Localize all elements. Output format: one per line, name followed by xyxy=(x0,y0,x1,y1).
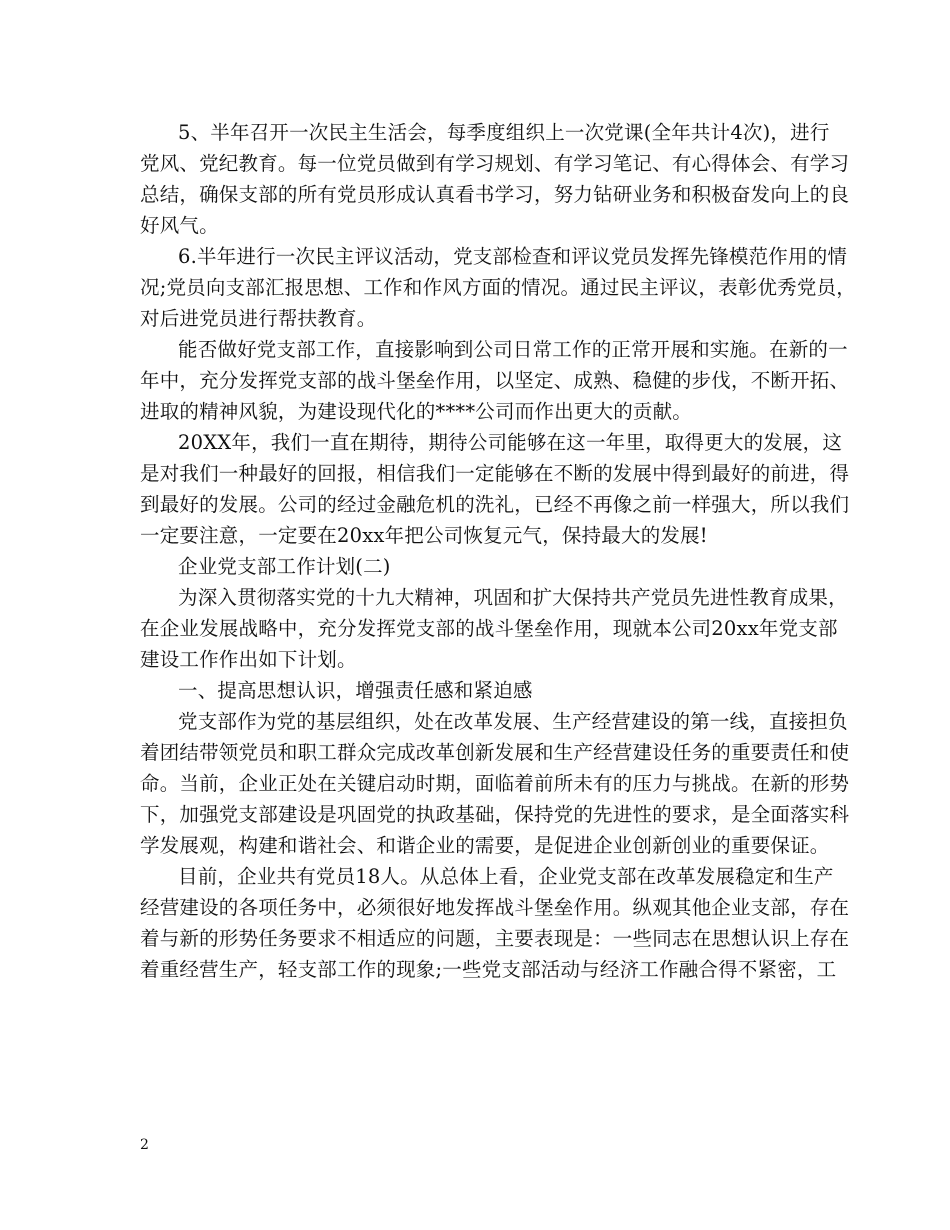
text-line: 能否做好党支部工作，直接影响到公司日常工作的正常开展和实施。在新的一 xyxy=(178,338,848,361)
text-line: 总结，确保支部的所有党员形成认真看书学习，努力钻研业务和积极奋发向上的良 xyxy=(140,183,850,206)
text-line: 是对我们一种最好的回报，相信我们一定能够在不断的发展中得到最好的前进，得 xyxy=(140,462,850,485)
paragraph-summary xyxy=(140,334,850,427)
text-line: 5、半年召开一次民主生活会，每季度组织上一次党课(全年共计4次)，进行 xyxy=(178,121,830,144)
paragraph-item-6 xyxy=(140,241,856,334)
paragraph-intro xyxy=(140,582,848,675)
text-line: 年中，充分发挥党支部的战斗堡垒作用，以坚定、成熟、稳健的步伐，不断开拓、 xyxy=(140,369,850,392)
text-line: 命。当前，企业正处在关键启动时期，面临着前所未有的压力与挑战。在新的形势 xyxy=(140,772,850,795)
text-line: 目前，企业共有党员18人。从总体上看，企业党支部在改革发展稳定和生产 xyxy=(178,865,834,888)
text-line: 党风、党纪教育。每一位党员做到有学习规划、有学习笔记、有心得体会、有学习 xyxy=(140,152,850,175)
page-number: 2 xyxy=(140,1137,149,1153)
text-line: 到最好的发展。公司的经过金融危机的洗礼，已经不再像之前一样强大，所以我们 xyxy=(140,493,850,516)
text-line: 着与新的形势任务要求不相适应的问题，主要表现是：一些同志在思想认识上存在 xyxy=(140,927,850,950)
section-heading-1 xyxy=(140,675,812,706)
text-line: 对后进党员进行帮扶教育。 xyxy=(140,307,377,330)
section-title xyxy=(140,551,812,582)
text-line: 着团结带领党员和职工群众完成改革创新发展和生产经营建设任务的重要责任和使 xyxy=(140,741,850,764)
text-line: 20XX年，我们一直在期待，期待公司能够在这一年里，取得更大的发展，这 xyxy=(178,431,843,454)
text-line: 经营建设的各项任务中，必须很好地发挥战斗堡垒作用。纵观其他企业支部，存在 xyxy=(140,896,850,919)
text-line: 建设工作作出如下计划。 xyxy=(140,648,357,671)
text-line: 况;党员向支部汇报思想、工作和作风方面的情况。通过民主评议，表彰优秀党员， xyxy=(140,276,856,299)
text-line: 学发展观，构建和谐社会、和谐企业的需要，是促进企业创新创业的重要保证。 xyxy=(140,834,830,857)
text-line: 为深入贯彻落实党的十九大精神，巩固和扩大保持共产党员先进性教育成果， xyxy=(178,586,848,609)
paragraph-outlook xyxy=(140,427,850,551)
paragraph-role xyxy=(140,706,850,861)
text-line: 一定要注意，一定要在20xx年把公司恢复元气，保持最大的发展! xyxy=(140,524,708,547)
document-body xyxy=(140,117,856,985)
text-line: 着重经营生产，轻支部工作的现象;一些党支部活动与经济工作融合得不紧密，工 xyxy=(140,958,837,981)
paragraph-status xyxy=(140,861,850,985)
text-line: 进取的精神风貌，为建设现代化的****公司而作出更大的贡献。 xyxy=(140,400,693,423)
text-line: 6.半年进行一次民主评议活动，党支部检查和评议党员发挥先锋模范作用的情 xyxy=(178,245,848,268)
text-line: 在企业发展战略中，充分发挥党支部的战斗堡垒作用，现就本公司20xx年党支部 xyxy=(140,617,838,640)
text-line: 一、提高思想认识，增强责任感和紧迫感 xyxy=(178,679,533,702)
text-line: 好风气。 xyxy=(140,214,219,237)
text-line: 下，加强党支部建设是巩固党的执政基础，保持党的先进性的要求，是全面落实科 xyxy=(140,803,850,826)
text-line: 党支部作为党的基层组织，处在改革发展、生产经营建设的第一线，直接担负 xyxy=(178,710,848,733)
paragraph-item-5 xyxy=(140,117,850,241)
text-line: 企业党支部工作计划(二) xyxy=(178,555,391,578)
